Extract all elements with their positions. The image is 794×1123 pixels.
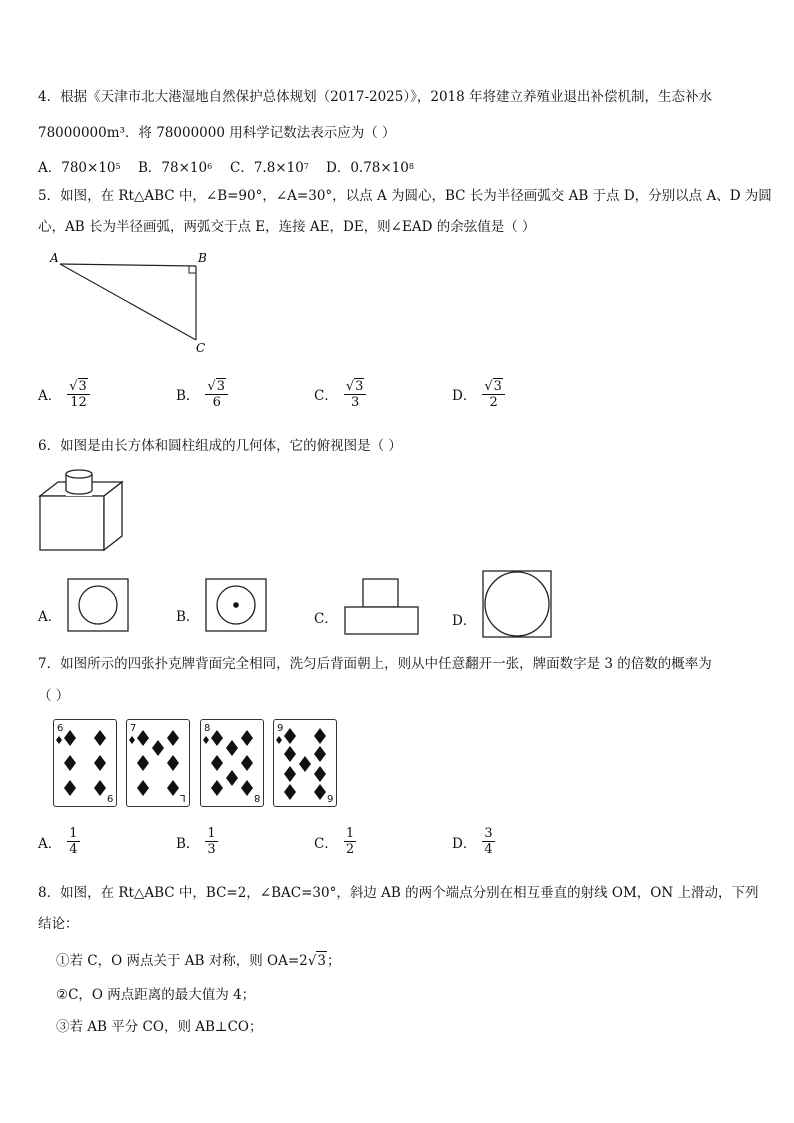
- q6-solid-figure: [36, 466, 136, 554]
- q7-stem-line2: （ ）: [38, 688, 70, 704]
- q5-label-b: B: [198, 251, 207, 265]
- card-rank-bottom: L: [180, 792, 186, 803]
- card-rank: 6: [57, 723, 64, 734]
- q6-option-a[interactable]: A．: [38, 578, 133, 632]
- q8-stem-line2: 结论：: [38, 916, 79, 932]
- card-rank-bottom: 9: [106, 792, 113, 803]
- q5-option-b[interactable]: B． √ 3 6: [176, 378, 228, 410]
- diamond-pips: [54, 720, 116, 806]
- q8-stem-line1: 8．如图，在 Rt△ABC 中，BC=2，∠BAC=30°，斜边 AB 的两个端点分别在相互垂直的射线 OM，ON 上滑动，下列: [38, 885, 759, 901]
- q6-option-c-figure: [344, 578, 424, 636]
- q7-option-d[interactable]: D． $\frac{3}{4}$: [452, 826, 493, 857]
- q6-option-b[interactable]: B．: [176, 578, 271, 632]
- q4-stem-line2: 78000000m³．将 78000000 用科学记数法表示应为（ ）: [38, 125, 396, 141]
- q4-option-a[interactable]: A．780×10 5: [38, 160, 121, 176]
- q5-option-d[interactable]: D． √ 3 2: [452, 378, 505, 410]
- q5-option-a[interactable]: A． √ 3 12: [38, 378, 90, 410]
- playing-card-9[interactable]: [273, 719, 337, 807]
- q5-label-a: A: [50, 251, 59, 265]
- diamond-pips: [127, 720, 189, 806]
- q7-option-b[interactable]: B． $\frac{1}{3}$: [176, 826, 216, 857]
- card-rank: 9: [277, 723, 284, 734]
- card-rank: 8: [204, 723, 211, 734]
- q4-option-c[interactable]: C．7.8×10 7: [230, 160, 309, 176]
- q4-stem-line1: 4．根据《天津市北大港湿地自然保护总体规划（2017-2025）》，2018 年将建立养殖业退出补偿机制，生态补水: [38, 89, 713, 105]
- q8-conclusion-3: ③若 AB 平分 CO，则 AB⊥CO；: [56, 1019, 263, 1035]
- card-rank-bottom: 8: [253, 792, 260, 803]
- q8-conclusion-1: ①若 C，O 两点关于 AB 对称，则 OA= 2 √ 3 ；: [56, 953, 341, 969]
- diamond-pips: [201, 720, 263, 806]
- q5-stem-line2: 心，AB 长为半径画弧，两弧交于点 E，连接 AE，DE，则∠EAD 的余弦值是（ ）: [38, 219, 536, 235]
- playing-card-7[interactable]: [126, 719, 190, 807]
- q5-label-c: C: [196, 341, 206, 355]
- q7-option-a[interactable]: A． $\frac{1}{4}$: [38, 826, 78, 857]
- playing-card-6[interactable]: [53, 719, 117, 807]
- q8-conclusion-2: ②C，O 两点距离的最大值为 4；: [56, 987, 256, 1003]
- q6-stem-line1: 6．如图是由长方体和圆柱组成的几何体，它的俯视图是（ ）: [38, 438, 402, 454]
- q4-option-d[interactable]: D．0.78×10 8: [326, 160, 414, 176]
- q6-option-d-figure: [482, 570, 556, 640]
- q6-option-d[interactable]: D．: [452, 570, 556, 640]
- q5-option-c[interactable]: C． √ 3 3: [314, 378, 366, 410]
- card-rank-bottom: 6: [326, 792, 333, 803]
- playing-card-8[interactable]: [200, 719, 264, 807]
- q4-option-b[interactable]: B．78×10 6: [138, 160, 213, 176]
- q5-triangle-figure: [44, 250, 224, 358]
- q7-option-c[interactable]: C． $\frac{1}{2}$: [314, 826, 355, 857]
- q6-option-a-figure: [67, 578, 133, 632]
- q5-stem-line1: 5．如图，在 Rt△ABC 中，∠B=90°，∠A=30°，以点 A 为圆心，BC 长为半径画弧交 AB 于点 D，分别以点 A、D 为圆: [38, 188, 772, 204]
- q7-stem-line1: 7．如图所示的四张扑克牌背面完全相同，洗匀后背面朝上，则从中任意翻开一张，牌面数字是 3 的倍数的概率为: [38, 656, 712, 672]
- card-rank: 7: [130, 723, 137, 734]
- q6-option-c[interactable]: C．: [314, 578, 424, 636]
- diamond-pips: [274, 720, 336, 806]
- q6-option-b-figure: [205, 578, 271, 632]
